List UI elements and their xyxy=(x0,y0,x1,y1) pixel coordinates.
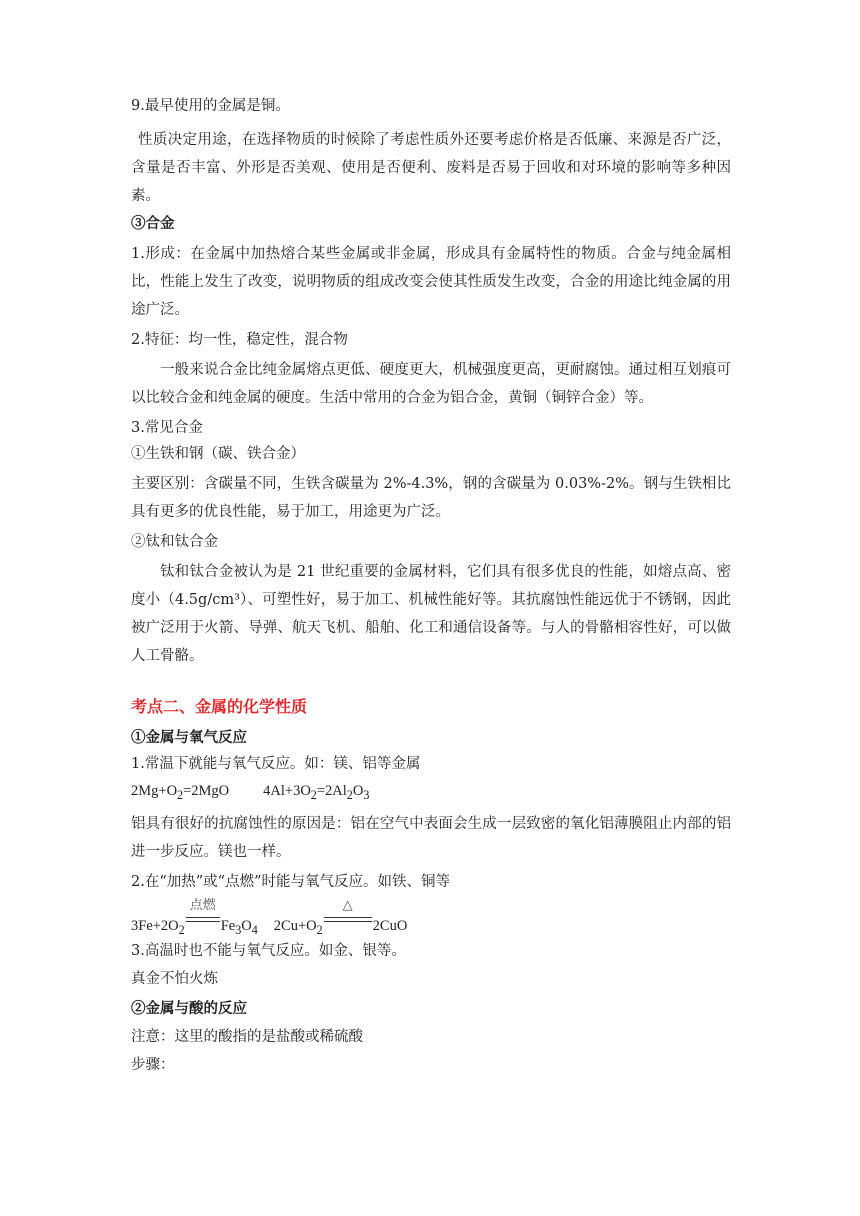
equation-al: $4Al+3O_2=2Al_2O_3$ xyxy=(263,783,370,802)
text-line-true-gold: 真金不怕火炼 xyxy=(131,970,218,987)
equation-mg: $2Mg+O_2=2MgO$ xyxy=(131,783,230,802)
heading-metal-acid: ②金属与酸的反应 xyxy=(131,999,247,1017)
paragraph-aluminum-corrosion: 铝具有很好的抗腐蚀性的原因是：铝在空气中表面会生成一层致密的氧化铝薄膜阻止内部的铝进一步反应。镁也一样。 xyxy=(131,815,731,860)
condition-heat-marker: △ xyxy=(324,910,372,930)
section-heading-chemical-properties: 考点二、金属的化学性质 xyxy=(131,697,308,716)
text-line-common-alloys: 3.常见合金 xyxy=(131,420,203,436)
condition-ignite-marker: 点燃 xyxy=(186,910,220,930)
text-line-pig-iron-steel: ①生铁和钢（碳、铁合金） xyxy=(131,446,305,462)
text-line-titanium: ②钛和钛合金 xyxy=(131,534,218,550)
equation-line-fe-cu xyxy=(131,896,731,941)
heading-metal-oxygen: ①金属与氧气反应 xyxy=(131,729,247,746)
equation-cu: $2Cu+O_2$ △ 2CuO xyxy=(273,896,408,937)
text-line-acid-note: 注意：这里的酸指的是盐酸或稀硫酸 xyxy=(131,1028,363,1045)
paragraph-alloy-general: 一般来说合金比纯金属熔点更低、硬度更大，机械强度更高，更耐腐蚀。通过相互划痕可以比较合金和纯金属的硬度。生活中常用的合金为铝合金，黄铜（铜锌合金）等。 xyxy=(131,362,731,406)
paragraph-alloy-formation: 1.形成：在金属中加热熔合某些金属或非金属，形成具有金属特性的物质。合金与纯金属相比，性能上发生了改变，说明物质的组成改变会使其性质发生改变，合金的用途比纯金属的用途广泛。 xyxy=(131,246,731,318)
text-line-earliest-metal: 9.最早使用的金属是铜。 xyxy=(131,98,290,114)
equation-fe: $3Fe+2O_2$ 点燃 $Fe_3O_4$ xyxy=(131,896,258,937)
document-page xyxy=(131,96,731,1083)
paragraph-titanium: 钛和钛合金被认为是 21 世纪重要的金属材料，它们具有很多优良的性能，如熔点高、密度小（4.5g/cm³）、可塑性好，易于加工、机械性能好等。其抗腐蚀性能远优于不锈钢，因此被广泛用于火箭、导弹、航天飞机、船舶、化工和通信设备等。与人的骨骼相容性好，可以做人工骨骼。 xyxy=(131,564,731,664)
text-line-room-temp: 1.常温下就能与氧气反应。如：镁、铝等金属 xyxy=(131,756,421,772)
text-line-heating-ignition: 2.在“加热”或“点燃”时能与氧气反应。如铁、铜等 xyxy=(131,873,450,890)
text-line-alloy-feature: 2.特征：均一性，稳定性，混合物 xyxy=(131,332,348,348)
paragraph-property-use: 性质决定用途，在选择物质的时候除了考虑性质外还要考虑价格是否低廉、来源是否广泛，含量是否丰富、外形是否美观、使用是否便利、废料是否易于回收和对环境的影响等多种因素。 xyxy=(131,132,731,204)
text-line-high-temp: 3.高温时也不能与氧气反应。如金、银等。 xyxy=(131,942,406,959)
paragraph-main-difference: 主要区别：含碳量不同，生铁含碳量为 2%-4.3%，钢的含碳量为 0.03%-2%。钢与生铁相比具有更多的优良性能，易于加工，用途更为广泛。 xyxy=(131,476,731,520)
heading-alloy: ③合金 xyxy=(131,215,175,232)
text-line-steps: 步骤： xyxy=(131,1056,175,1073)
equation-line-mg-al xyxy=(131,780,731,806)
